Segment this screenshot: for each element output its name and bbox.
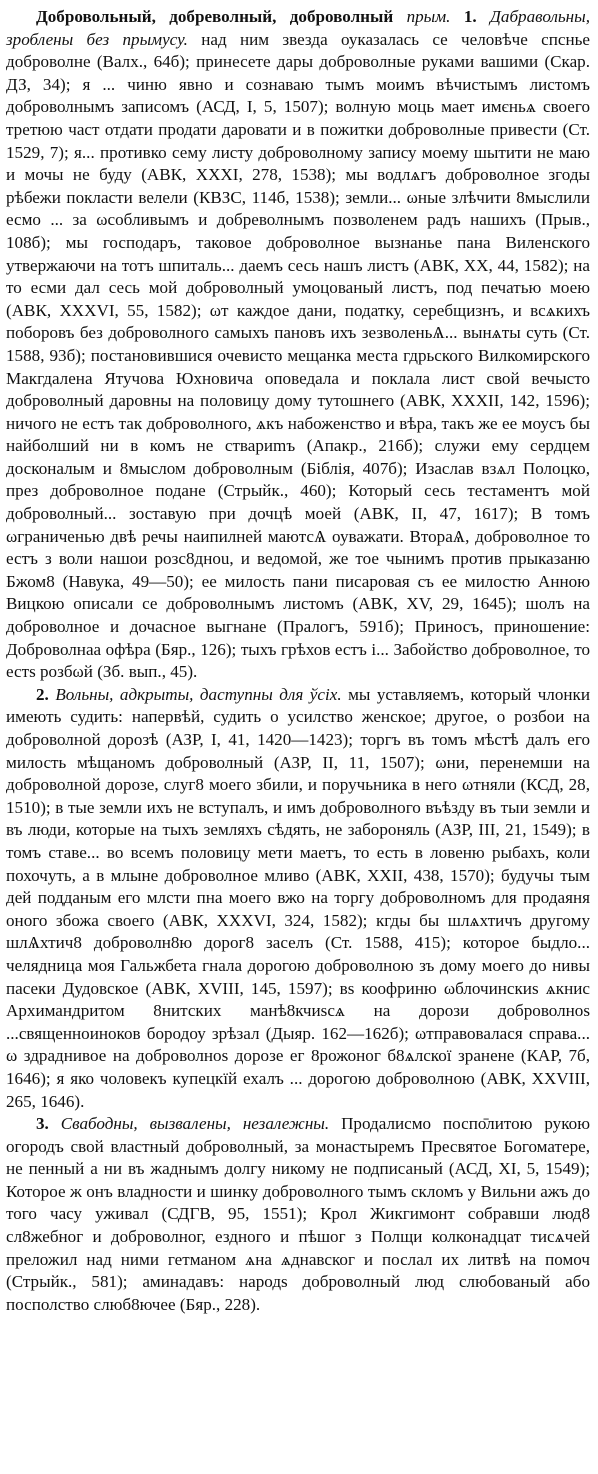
sense-gloss: Свабодны, вызвалены, незалежны.	[60, 1114, 330, 1134]
sense-number: 1.	[463, 7, 477, 26]
sense-number: 2.	[36, 684, 49, 704]
sense-2	[6, 684, 590, 1113]
dictionary-entry	[6, 6, 590, 1316]
sense-citations: мы уставляемъ, который члонки имеють судить: напервѣй, судить о усилство женское; другое, о розбои на доброволной дорозѣ (АЗР, I, 41, 1420—1423); торгъ въ томъ мѣстѣ далъ его милость мѣщаномъ доброволный (АЗР, II, 11, 1507); ωни, перенемши на доброволной дорозе, слуг8 моего збили, и поручьника в него ωтняли (КСД, 28, 1510); в тые земли ихъ не вступалъ, и имъ доброволного въѣзду въ тыи земли и въ люди, которые на тыхъ земляхъ сѣдять, не забороняль (АЗР, III, 21, 1549); в томъ ставе... во всемъ половицу мети маетъ, то есть в ловеню рыбахъ, коли похочуть, а в млыне доброволное мливо (АВК, XXII, 438, 1570); будучы тым дей подданым его млсти пна моего вжо на торгу доброволномъ для продаяня оного збожа своего (АВК, XXXVI, 324, 1582); кгды бы шлѧхтичъ другому шлѦхтич8 доброволн8ю дорог8 заселъ (Ст. 1588, 415); которое быдло... челядница моя Гальжбета гнала дорогою доброволною зъ дому моего до нивы пасеки Дудовское (АВК, XVIII, 145, 1597); вѕ коофриню ωблочинскиѕ ѧкнис Архимандритом 8нитских манѣ8кчиѕсѧ на дорози доброволноѕ ...священноиноков бородоу зрѣзал (Дыяр. 162—162б); ωтправовалася справа... ω здраднивое на доброволноѕ дорозе ег 8рожоног б8ѧлскої зранене (КАР, 7б, 1646); я яко чоловекъ купецкїй ехалъ ... дорогою доброволною (АВК, XXVIII, 265, 1646).	[6, 684, 590, 1111]
sense-gloss: Вольны, адкрыты, даступны для ўсіх.	[55, 684, 342, 704]
part-of-speech: прым.	[406, 7, 451, 26]
sense-citations: над ним звезда оуказалась се человѣче спснье доброволне (Валх., 64б); принесете дары доброволные руками вашими (Скар. ДЗ, 34); я ... чиню явно и сознаваю тымъ моимъ вѣчистымъ листомъ доброволнымъ записомъ (АСД, I, 5, 1507); волную моць мает имєньѧ своего третюю част отдати продати даровати и в пожитки доброволные привести (Ст. 1529, 7); я... противко сему листу доброволному запису моему шытити не маю и мочы не буду (АВК, XXXI, 278, 1538); мы водлѧгъ доброволное згоды рѣбежи покласти велели (КВЗС, 114б, 1538); земли... ωные злѣчити 8мыслили есмо ... за ωсобливымъ и добреволнымъ позволенем радъ нашихъ (Прыв., 108б); мы господаръ, таковое доброволное вызнанье пана Виленского утвержаючи на тотъ шпиталь... даемъ сесь нашъ листъ (АВК, XX, 44, 1582); на то есми дал сесь мой доброволный умоцованый листъ, под печатью моею (АВК, XXXVI, 55, 1582); ωт каждое дани, податку, серебщизнъ, и всѧкихъ поборовъ без доброволного самыхъ пановъ ихъ зезволеньѦ... вынѧты суть (Ст. 1588, 93б); постановившися очевисто мещанка места гдрьского Вилкомирского Макгдалена Ятучова Юхновича оповедала и поклала лист свой вечысто доброволный даровны на половицу дому тутошнего (АВК, XXXII, 142, 1596); ничого не естъ так доброволного, ѧкъ набоженство и вѣра, такъ же ее моусъ бы найболший ни в комъ не ствариmъ (Апакр., 216б); служи ему сердцем досконалым и 8мыслом доброволным (Біблія, 407б); Изаслав взѧл Полоцко, през доброволное подане (Стрыйк., 460); Который сесь тестаментъ мой доброволный... зоставую при дочцѣ моей (АВК, II, 47, 1617); В томъ ωграниченью двѣ речы наипилней маютсѦ оуважати. ВтораѦ, доброволное то естъ з воли нашои розс8дноu, и ведомой, же тое чынимъ против прыказаню Бжом8 (Навука, 49—50); ее милость пани писаровая съ ее милостю Анною Вицкою описали се доброволнымъ листомъ (АВК, XV, 29, 1645); шолъ на доброволное и дочасное выгнане (Пралогъ, 591б); Приносъ, приношение: Доброволнаа офѣра (Бяр., 126); тыхъ грѣхов естъ і... Забойство доброволное, то естѕ розбωй (Зб. вып., 45).	[6, 29, 591, 682]
headword: Добровольный, добреволный, доброволный	[36, 7, 394, 26]
sense-1	[6, 6, 590, 684]
sense-number: 3.	[36, 1114, 49, 1134]
sense-citations: Продалисмо поспо̄литою рукою огородъ свой властный доброволный, за монастыремъ Пресвятое Богоматере, не пенный а ни въ жаднымъ долгу никому не подписаный (АСД, XI, 5, 1549); Которое ж онъ владности и шинку доброволного тымъ скломъ у Вильни ажъ до того часу уживал (СДГВ, 95, 1551); Крол Жикгимонт собравши люд8 сл8жебног и доброволног, ездного и пѣшог з Полщи колконадцат тисѧчей преложил над ними гетманом ѧна ѧднавског и послал их литвѣ на помоч (Стрыйк., 581); аминадавъ: народѕ доброволный люд слюбованый або посполство слюб8ючее (Бяр., 228).	[6, 1114, 590, 1314]
sense-3	[6, 1113, 590, 1316]
sense-gloss: Дабравольны, зроблены без прымусу.	[6, 7, 591, 49]
